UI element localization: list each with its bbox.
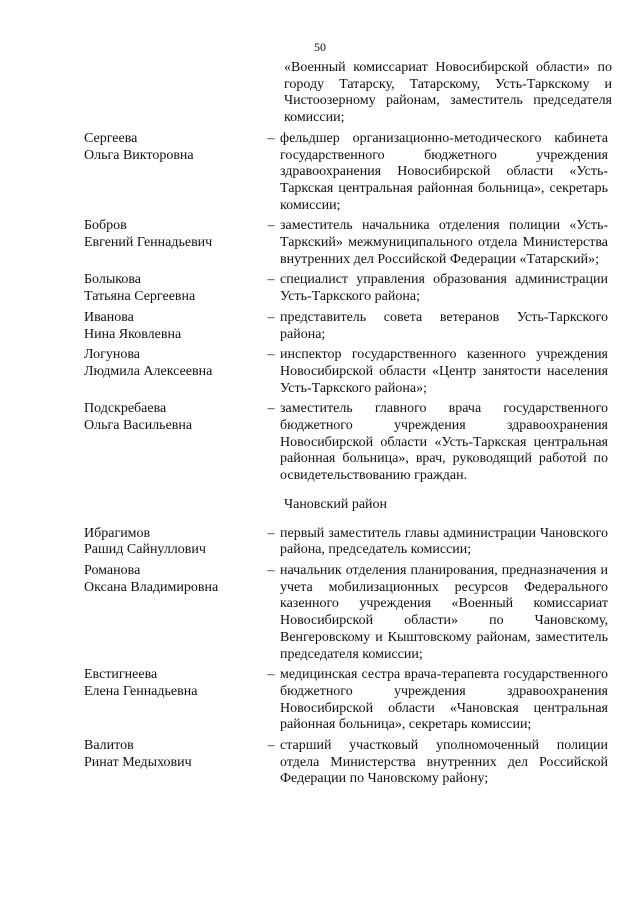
member-surname: Подскребаева (84, 401, 167, 417)
member-given-names: Ольга Васильевна (84, 418, 193, 434)
member-name (84, 347, 262, 380)
member-role: представитель совета ветеранов Усть-Таркского района; (280, 309, 608, 342)
document-body (84, 60, 612, 792)
dash-separator: – (267, 272, 275, 288)
member-role: старший участковый уполномоченный полиции отдела Министерства внутренних дел Российской Федерации по Чановскому району; (280, 738, 608, 787)
page-number: 50 (314, 40, 326, 54)
member-role: начальник отделения планирования, предназначения и учета мобилизационных ресурсов Федерального казенного учреждения «Военный комиссариат Новосибирской области» по Чановскому, Венгеровскому и Кыштовскому районам, заместитель председателя комиссии; (280, 562, 608, 662)
member-given-names: Рашид Сайнуллович (84, 542, 206, 558)
dash-separator: – (267, 738, 275, 754)
member-given-names: Нина Яковлевна (84, 326, 182, 342)
dash-separator: – (267, 667, 275, 683)
section-heading: Чановский район (284, 496, 388, 512)
member-role: фельдшер организационно-методического кабинета государственного бюджетного учреждения здравоохранения Новосибирской области «Усть-Таркская центральная районная больница», секретарь комиссии; (280, 130, 608, 213)
member-name (84, 272, 262, 305)
member-surname: Ибрагимов (84, 525, 151, 541)
member-name (84, 131, 262, 164)
member-row (84, 563, 612, 663)
member-role: медицинская сестра врача-терапевта государственного бюджетного учреждения здравоохранения Новосибирской области «Чановская центральная районная больница», секретарь комиссии; (280, 667, 608, 733)
member-name (84, 401, 262, 434)
member-surname: Бобров (84, 218, 127, 234)
member-given-names: Людмила Алексеевна (84, 363, 213, 379)
member-role: заместитель главного врача государственного бюджетного учреждения здравоохранения Новосибирской области «Усть-Таркская центральная районная больница», врач, руководящий работой по освидетельствованию граждан. (280, 401, 608, 484)
member-role: инспектор государственного казенного учреждения Новосибирской области «Центр занятости населения Усть-Таркского района»; (280, 347, 608, 396)
member-name (84, 667, 262, 700)
dash-separator: – (267, 562, 275, 578)
member-row (84, 347, 612, 397)
member-given-names: Ринат Медыхович (84, 754, 192, 770)
dash-separator: – (267, 309, 275, 325)
dash-separator: – (267, 401, 275, 417)
member-row (84, 401, 612, 485)
member-role: первый заместитель главы администрации Чановского района, председатель комиссии; (280, 525, 608, 558)
member-row (84, 131, 612, 215)
member-name (84, 563, 262, 596)
member-surname: Иванова (84, 309, 134, 325)
member-name (84, 310, 262, 343)
member-surname: Болыкова (84, 272, 141, 288)
member-surname: Сергеева (84, 130, 138, 146)
member-role: специалист управления образования администрации Усть-Таркского района; (280, 272, 608, 305)
member-given-names: Елена Геннадьевна (84, 683, 198, 699)
member-row (84, 218, 612, 268)
member-row (84, 310, 612, 343)
continuation-text: «Военный комиссариат Новосибирской области» по городу Татарску, Татарскому, Усть-Таркскому и Чистоозерному районам, заместитель председателя комиссии; (284, 60, 612, 126)
dash-separator: – (267, 130, 275, 146)
member-name (84, 218, 262, 251)
member-surname: Валитов (84, 738, 134, 754)
dash-separator: – (267, 525, 275, 541)
member-name (84, 526, 262, 559)
member-list-ust-tarka (84, 131, 612, 485)
member-given-names: Ольга Викторовна (84, 147, 194, 163)
member-row (84, 272, 612, 305)
member-given-names: Евгений Геннадьевич (84, 235, 213, 251)
member-given-names: Татьяна Сергеевна (84, 289, 196, 305)
member-surname: Романова (84, 562, 141, 578)
member-given-names: Оксана Владимировна (84, 579, 219, 595)
dash-separator: – (267, 218, 275, 234)
member-surname: Логунова (84, 347, 141, 363)
member-list-chany (84, 526, 612, 789)
dash-separator: – (267, 347, 275, 363)
member-name (84, 738, 262, 771)
member-role: заместитель начальника отделения полиции «Усть-Таркский» межмуниципального отдела Министерства внутренних дел Российской Федерации «Татарский»; (280, 218, 608, 267)
member-row (84, 526, 612, 559)
member-surname: Евстигнеева (84, 667, 158, 683)
member-row (84, 667, 612, 734)
member-row (84, 738, 612, 788)
